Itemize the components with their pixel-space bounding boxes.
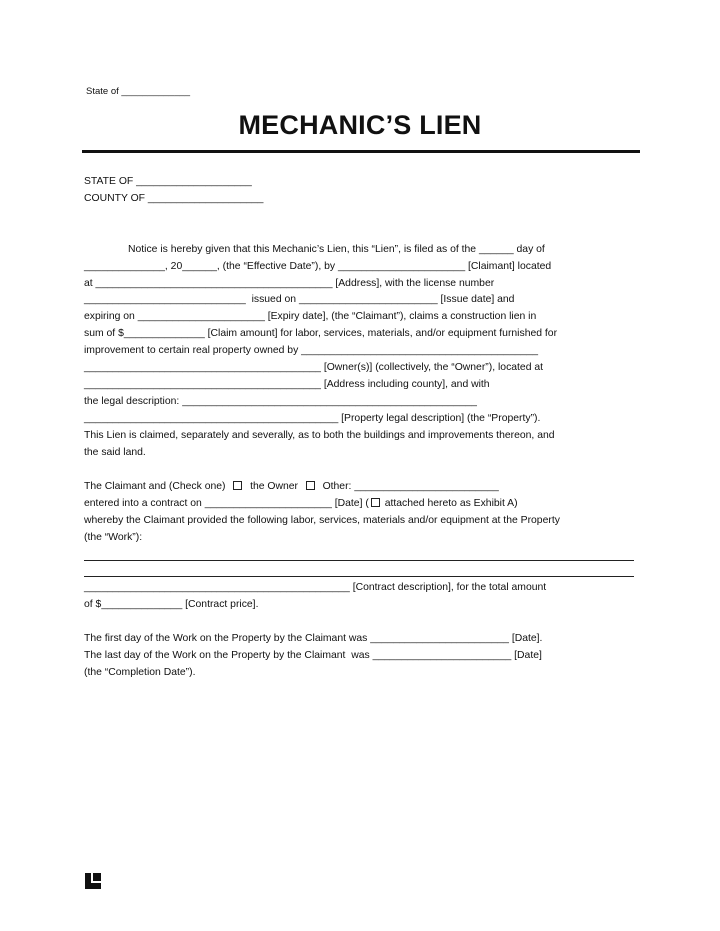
- contract-line-2: [84, 497, 518, 510]
- notice-line-3: at _________________________________________ [Address], with the license number: [84, 278, 495, 289]
- notice-line-8: _________________________________________ [Owner(s)] (collectively, the “Owner”), located at: [84, 362, 544, 373]
- work-blank-line-2: [84, 576, 634, 577]
- lawdepot-logo-icon: [84, 872, 102, 890]
- title-rule: [82, 150, 640, 153]
- notice-line-9: _________________________________________ [Address including county], and with: [84, 379, 490, 390]
- check-one-label: The Claimant and (Check one): [84, 481, 226, 492]
- contract-line-4: (the “Work”):: [84, 532, 143, 543]
- notice-line-2: ______________, 20______, (the “Effective Date”), by ______________________ [Claimant] located: [84, 261, 552, 272]
- completion-date-line: (the “Completion Date”).: [84, 667, 196, 678]
- contract-line-5: ______________________________________________ [Contract description], for the total amount: [84, 582, 547, 593]
- contract-line-1: [84, 480, 499, 493]
- notice-line-1: Notice is hereby given that this Mechanic’s Lien, this “Lien”, is filed as of the ______ day of: [128, 244, 545, 255]
- state-of-label: State of _____________: [86, 86, 191, 97]
- notice-line-7: improvement to certain real property owned by _________________________________________: [84, 345, 539, 356]
- other-option-label: Other: _________________________: [322, 481, 499, 492]
- notice-line-5: expiring on ______________________ [Expiry date], (the “Claimant”), claims a construction lien in: [84, 311, 537, 322]
- notice-line-10: the legal description: ___________________________________________________: [84, 396, 477, 407]
- other-checkbox[interactable]: [306, 481, 315, 490]
- state-of-field: STATE OF ____________________: [84, 176, 252, 187]
- work-blank-line-1: [84, 560, 634, 561]
- exhibit-label: attached hereto as Exhibit A): [384, 498, 518, 509]
- contract-line-6: of $______________ [Contract price].: [84, 599, 259, 610]
- document-title: MECHANIC’S LIEN: [238, 110, 482, 140]
- last-day-line: The last day of the Work on the Property by the Claimant was ________________________ [Date]: [84, 650, 542, 661]
- owner-option-label: the Owner: [250, 481, 298, 492]
- contract-date-text: entered into a contract on ______________________ [Date] (: [84, 498, 369, 509]
- notice-line-6: sum of $______________ [Claim amount] for labor, services, materials, and/or equipment furnished for: [84, 328, 558, 339]
- county-of-field: COUNTY OF ____________________: [84, 193, 264, 204]
- notice-line-13: the said land.: [84, 447, 146, 458]
- notice-line-12: This Lien is claimed, separately and severally, as to both the buildings and improvements thereon, and: [84, 430, 555, 441]
- notice-line-4: ____________________________ issued on ________________________ [Issue date] and: [84, 294, 515, 305]
- first-day-line: The first day of the Work on the Property by the Claimant was ________________________ [Date].: [84, 633, 543, 644]
- contract-line-3: whereby the Claimant provided the following labor, services, materials and/or equipment at the Property: [84, 515, 560, 526]
- notice-line-11: ____________________________________________ [Property legal description] (the “Property”).: [84, 413, 541, 424]
- owner-checkbox[interactable]: [233, 481, 242, 490]
- exhibit-checkbox[interactable]: [371, 498, 380, 507]
